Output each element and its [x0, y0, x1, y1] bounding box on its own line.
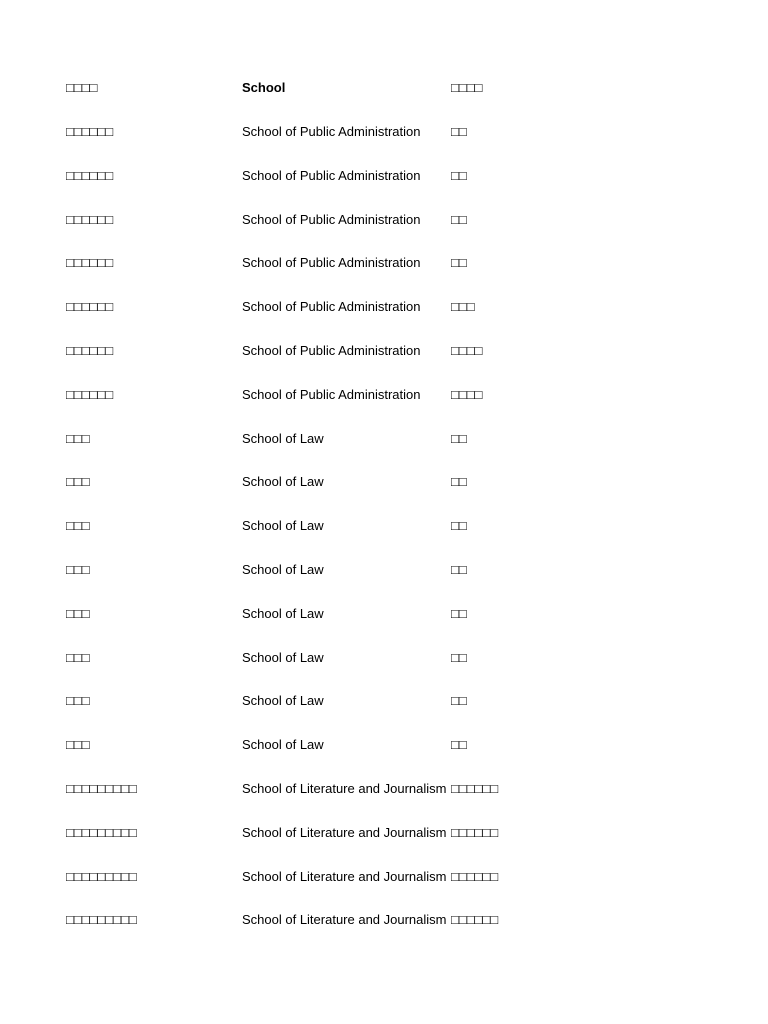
table-cell-col3: □□ — [451, 212, 467, 227]
table-row — [0, 343, 768, 387]
school-cell: School of Law — [242, 518, 324, 533]
table-cell-col3: □□ — [451, 606, 467, 621]
table-cell-col3: □□ — [451, 650, 467, 665]
table-cell-col3: □□ — [451, 737, 467, 752]
school-cell: School of Public Administration — [242, 212, 421, 227]
table-row — [0, 431, 768, 475]
table-row — [0, 606, 768, 650]
school-cell: School of Public Administration — [242, 387, 421, 402]
school-cell: School of Law — [242, 474, 324, 489]
table-cell-col1: □□□□□□□□□ — [66, 825, 137, 840]
school-cell: School of Literature and Journalism — [242, 825, 447, 840]
school-cell: School of Public Administration — [242, 299, 421, 314]
table-cell-col1: □□□ — [66, 737, 90, 752]
header-cell-col3: □□□□ — [451, 80, 483, 95]
table-cell-col3: □□ — [451, 518, 467, 533]
table-cell-col1: □□□ — [66, 431, 90, 446]
table-row — [0, 825, 768, 869]
header-cell-school: School — [242, 80, 286, 95]
table-cell-col3: □□□□ — [451, 387, 483, 402]
table-row — [0, 693, 768, 737]
table-cell-col1: □□□□□□ — [66, 168, 114, 183]
school-cell: School of Public Administration — [242, 343, 421, 358]
table-row — [0, 869, 768, 913]
table-row — [0, 474, 768, 518]
table-row — [0, 781, 768, 825]
table-cell-col3: □□□□□□ — [451, 781, 499, 796]
table-cell-col3: □□□□□□ — [451, 869, 499, 884]
table-row — [0, 912, 768, 956]
table-cell-col1: □□□□□□□□□ — [66, 912, 137, 927]
table-cell-col1: □□□□□□ — [66, 124, 114, 139]
school-cell: School of Law — [242, 431, 324, 446]
school-cell: School of Literature and Journalism — [242, 781, 447, 796]
table-cell-col1: □□□ — [66, 562, 90, 577]
table-header-row — [0, 80, 768, 124]
table-row — [0, 650, 768, 694]
table-cell-col3: □□ — [451, 562, 467, 577]
table-cell-col1: □□□□□□ — [66, 255, 114, 270]
table-cell-col3: □□□□□□ — [451, 825, 499, 840]
table-cell-col1: □□□□□□ — [66, 212, 114, 227]
table-cell-col3: □□□ — [451, 299, 475, 314]
table-cell-col1: □□□ — [66, 606, 90, 621]
table-cell-col1: □□□□□□□□□ — [66, 781, 137, 796]
table-cell-col3: □□ — [451, 124, 467, 139]
school-cell: School of Law — [242, 562, 324, 577]
header-cell-col1: □□□□ — [66, 80, 98, 95]
table-cell-col1: □□□□□□ — [66, 299, 114, 314]
table-cell-col3: □□ — [451, 431, 467, 446]
table-row — [0, 299, 768, 343]
table-cell-col1: □□□□□□ — [66, 387, 114, 402]
table-cell-col1: □□□ — [66, 474, 90, 489]
table-row — [0, 562, 768, 606]
school-cell: School of Law — [242, 737, 324, 752]
table-cell-col1: □□□□□□ — [66, 343, 114, 358]
table-row — [0, 124, 768, 168]
school-cell: School of Public Administration — [242, 124, 421, 139]
school-cell: School of Public Administration — [242, 255, 421, 270]
school-cell: School of Public Administration — [242, 168, 421, 183]
table-cell-col1: □□□□□□□□□ — [66, 869, 137, 884]
table-cell-col1: □□□ — [66, 518, 90, 533]
school-cell: School of Literature and Journalism — [242, 912, 447, 927]
table-cell-col3: □□ — [451, 168, 467, 183]
table-row — [0, 255, 768, 299]
school-cell: School of Law — [242, 606, 324, 621]
table-cell-col3: □□□□ — [451, 343, 483, 358]
table-cell-col3: □□ — [451, 474, 467, 489]
table-cell-col3: □□ — [451, 693, 467, 708]
table-row — [0, 387, 768, 431]
table-row — [0, 518, 768, 562]
table-row — [0, 212, 768, 256]
table-row — [0, 737, 768, 781]
school-cell: School of Law — [242, 693, 324, 708]
school-cell: School of Law — [242, 650, 324, 665]
table-cell-col3: □□□□□□ — [451, 912, 499, 927]
table-row — [0, 168, 768, 212]
table-cell-col1: □□□ — [66, 693, 90, 708]
table-cell-col3: □□ — [451, 255, 467, 270]
school-cell: School of Literature and Journalism — [242, 869, 447, 884]
table-cell-col1: □□□ — [66, 650, 90, 665]
